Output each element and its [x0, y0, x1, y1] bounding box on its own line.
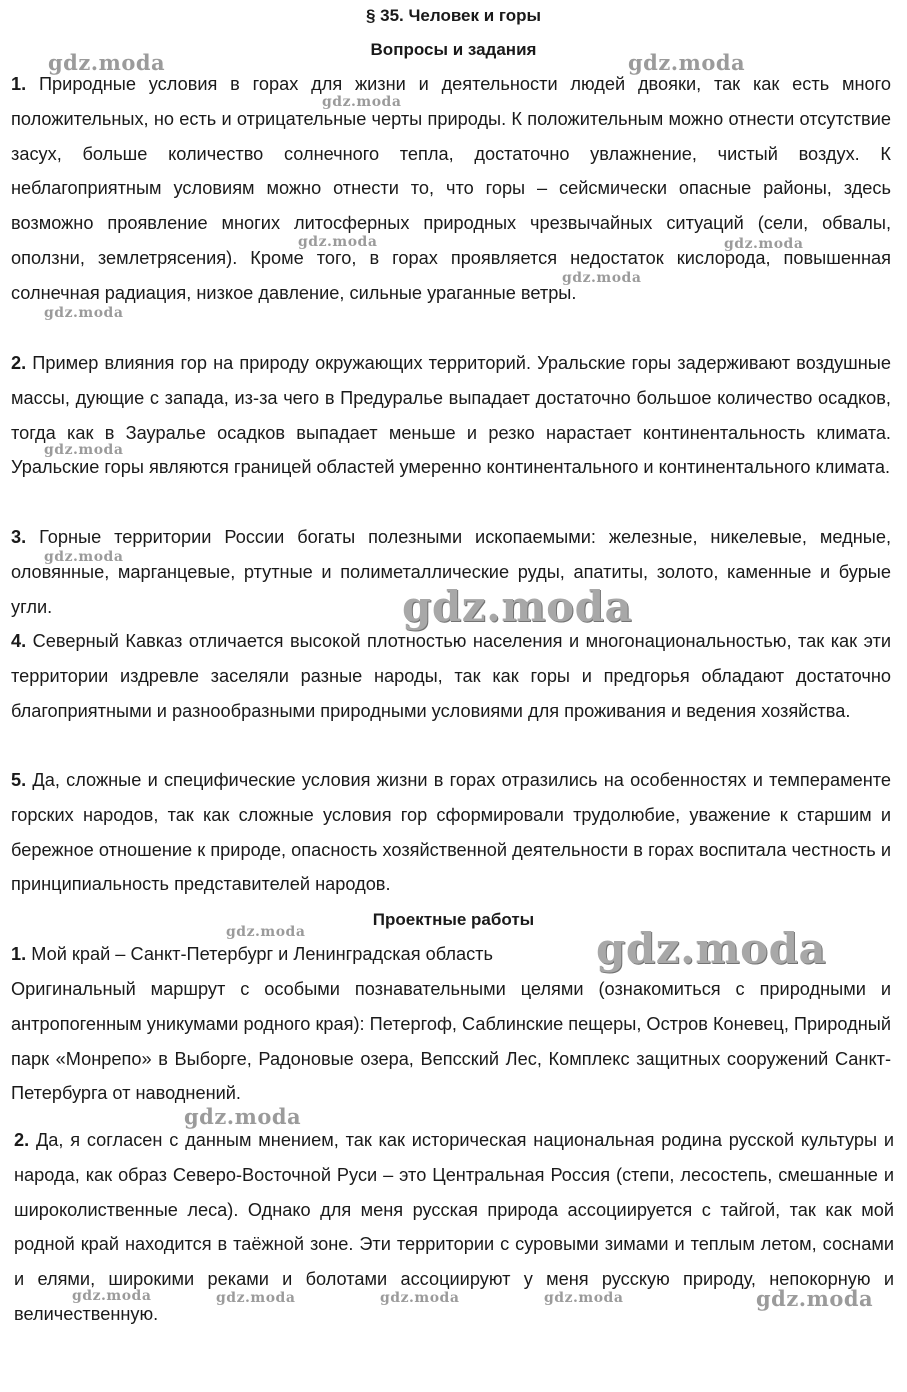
- answer-text: Северный Кавказ отличается высокой плотностью населения и многонациональностью, так как эти территории издревле заселяли разные народы, так как горы и предгорья обладают достаточно благоприятными и разнообразными природными условиями для проживания и ведения хозяйства.: [11, 631, 891, 721]
- watermark: gdz.moda: [596, 924, 827, 973]
- watermark: gdz.moda: [544, 1290, 624, 1306]
- watermark: gdz.moda: [226, 924, 306, 940]
- watermark: gdz.moda: [44, 549, 124, 565]
- project-1-text: Оригинальный маршрут с особыми познавательными целями (ознакомиться с природными и антропогенным уникумами родного края): Петергоф, Саблинские пещеры, Остров Коневец, Природный парк «Монрепо» в Выборге, Радоновые озера, Вепсский Лес, Комплекс защитных сооружений Санкт-Петербурга от наводнений.: [11, 979, 891, 1104]
- watermark: gdz.moda: [184, 1104, 302, 1129]
- section-heading-questions: Вопросы и задания: [370, 40, 537, 59]
- answer-number: 5.: [11, 770, 27, 790]
- watermark: gdz.moda: [72, 1288, 152, 1304]
- answer-5: [11, 763, 891, 902]
- watermark: gdz.moda: [756, 1286, 874, 1311]
- watermark: gdz.moda: [322, 94, 402, 110]
- answer-number: 4.: [11, 631, 27, 651]
- answer-4: [11, 624, 891, 728]
- answer-number: 2.: [11, 353, 27, 373]
- watermark: gdz.moda: [380, 1290, 460, 1306]
- answer-text: Да, сложные и специфические условия жизни в горах отразились на особенностях и темпераменте горских народов, так как сложные условия гор сформировали трудолюбие, уважение к старшим и бережное отношение к природе, опасность хозяйственной деятельности в горах воспитала честность и принципиальность представителей народов.: [11, 770, 891, 895]
- project-number: 1.: [11, 944, 27, 964]
- project-text: Да, я согласен с данным мнением, так как историческая национальная родина русской культуры и народа, как образ Северо-Восточной Руси – это Центральная Россия (степи, лесостепь, смешанные и широколиственные леса). Однако для меня русская природа ассоциируется с тайгой, так как мой родной край находится в таёжной зоне. Эти территории с суровыми зимами и теплым летом, соснами и елями, широкими реками и болотами ассоциируют у меня русскую природу, непокорную и величественную.: [14, 1130, 894, 1324]
- watermark: gdz.moda: [48, 50, 166, 75]
- answer-2: [11, 346, 891, 485]
- answer-1: [11, 67, 891, 311]
- watermark: gdz.moda: [298, 234, 378, 250]
- watermark: gdz.moda: [628, 50, 746, 75]
- project-number: 2.: [14, 1130, 30, 1150]
- answer-text: Горные территории России богаты полезными ископаемыми: железные, никелевые, медные, оловянные, марганцевые, ртутные и полиметаллические руды, апатиты, золото, каменные и бурые угли.: [11, 527, 891, 617]
- watermark: gdz.moda: [44, 442, 124, 458]
- project-title-text: Мой край – Санкт-Петербург и Ленинградская область: [26, 944, 493, 964]
- watermark: gdz.moda: [44, 305, 124, 321]
- answer-text: Пример влияния гор на природу окружающих территорий. Уральские горы задерживают воздушные массы, дующие с запада, из-за чего в Предуралье выпадает достаточно большое количество осадков, тогда как в Зауралье осадков выпадает меньше и резко нарастает континентальность климата. Уральские горы являются границей областей умеренно континентального и континентального климата.: [11, 353, 891, 478]
- watermark: gdz.moda: [216, 1290, 296, 1306]
- answer-text: Природные условия в горах для жизни и деятельности людей двояки, так как есть много положительных, но есть и отрицательные черты природы. К положительным можно отнести отсутствие засух, больше количество солнечного тепла, достаточно увлажнение, чистый воздух. К неблагоприятным условиям можно отнести то, что горы – сейсмически опасные районы, здесь возможно проявление многих литосферных природных чрезвычайных ситуаций (сели, обвалы, оползни, землетрясения). Кроме того, в горах проявляется недостаток кислорода, повышенная солнечная радиация, низкое давление, сильные ураганные ветры.: [11, 74, 891, 303]
- watermark: gdz.moda: [402, 582, 633, 631]
- watermark: gdz.moda: [562, 270, 642, 286]
- answer-number: 1.: [11, 74, 27, 94]
- watermark: gdz.moda: [724, 236, 804, 252]
- page-title: § 35. Человек и горы: [365, 6, 542, 25]
- section-heading-projects: Проектные работы: [372, 910, 535, 929]
- answer-number: 3.: [11, 527, 27, 547]
